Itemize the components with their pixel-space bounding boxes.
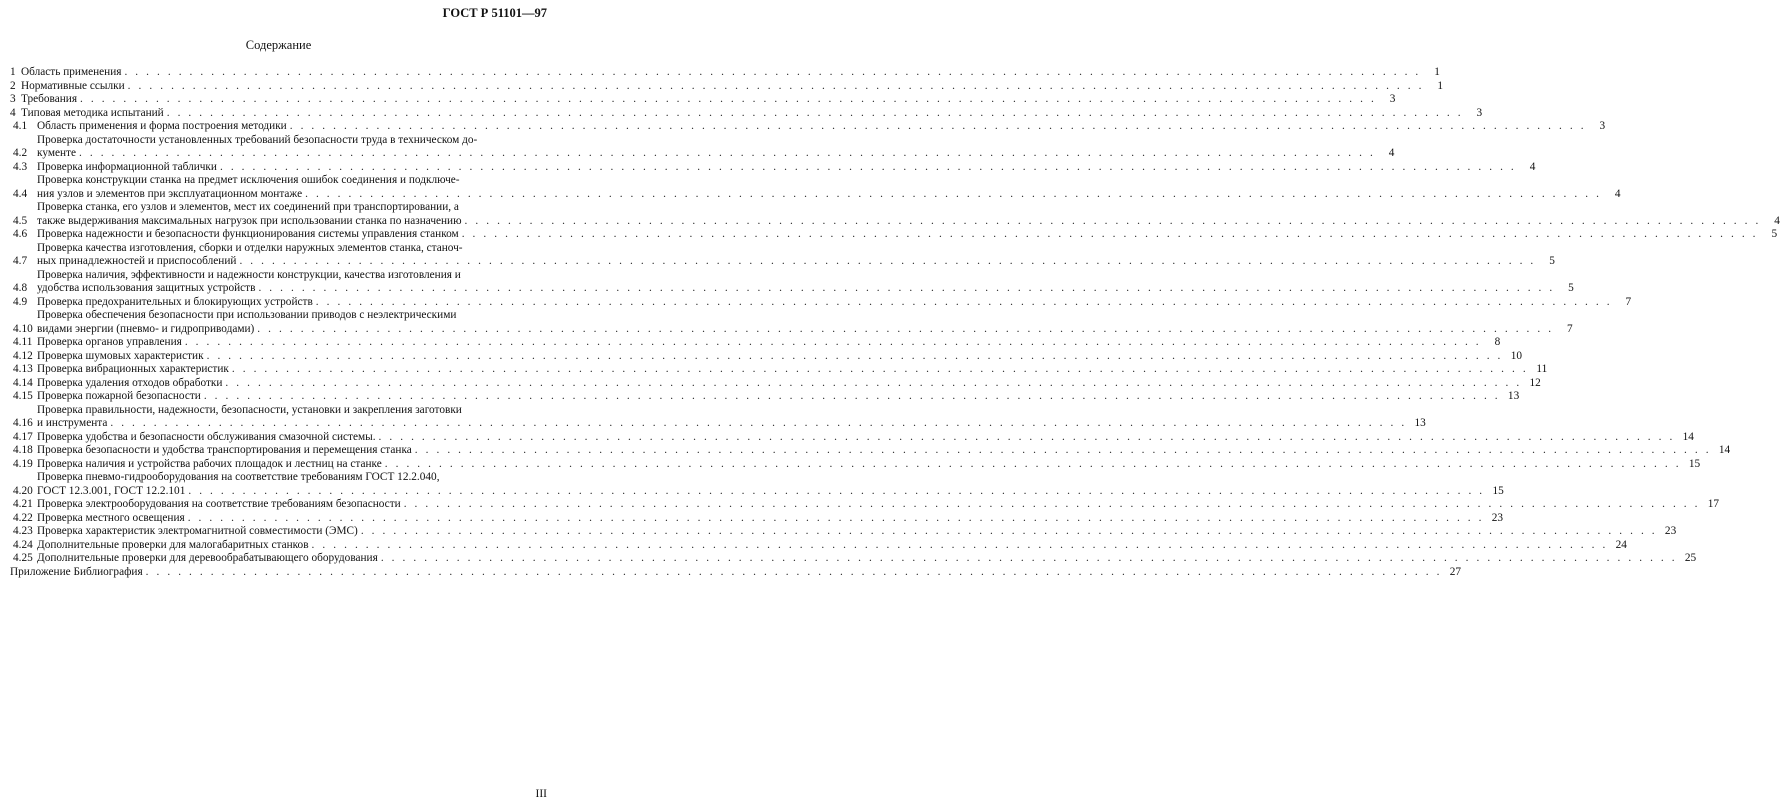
toc-entry-page: 27: [1449, 565, 1462, 578]
toc-entry-title-line: Проверка обеспечения безопасности при использовании приводов с неэлектрическими: [37, 309, 457, 321]
toc-entry-page: 14: [1718, 444, 1731, 456]
toc-entry-number: 4.18: [13, 444, 33, 456]
toc-entry-page: 5: [1771, 228, 1778, 240]
toc-entry-title-line: Проверка пневмо-гидрооборудования на соответствие требованиям ГОСТ 12.2.040,: [37, 471, 440, 483]
toc-entry-page: 12: [1529, 376, 1541, 389]
toc-entry-number: 4.7: [13, 255, 28, 267]
toc-entry-title-line: Проверка пожарной безопасности: [37, 390, 201, 402]
toc-entry-page: 5: [1568, 282, 1574, 294]
toc-entry-title-line: Проверка надежности и безопасности функционирования системы управления станком: [37, 228, 459, 240]
toc-entry[interactable]: [10, 268, 1574, 296]
toc-entry-title-line: ных принадлежностей и приспособлений: [37, 255, 237, 267]
toc-entry-title-line: Нормативные ссылки: [21, 79, 125, 92]
toc-entry-number: 4.8: [13, 282, 28, 294]
toc-entry-title-line: Проверка информационной таблички: [37, 160, 217, 173]
toc-entry-number: 4.6: [13, 228, 28, 240]
dot-leader: . . . . . . . . . . . . . . . . . . . . . . . . . . . . . . . . . . . . . . . . . . . . . . . . . . . . . . . . . . . . . . . . . . . . . . . . . . . . . . . . . . . . . . . . . . . . . . . . . . . . . . . . . . . . . . . . . . . . . . . .: [461, 228, 1759, 240]
toc-entry-title-line: Область применения: [21, 66, 122, 78]
dot-leader: . . . . . . . . . . . . . . . . . . . . . . . . . . . . . . . . . . . . . . . . . . . . . . . . . . . . . . . . . . . . . . . . . . . . . . . . . . . . . . . . . . . . . . . . . . . . . . . . . . . . . . . . . . . . . . . . . . . . . . . .: [187, 511, 1485, 524]
toc-entry-title-line: Проверка шумовых характеристик: [37, 349, 204, 362]
toc-entry-number: 4.9: [13, 295, 28, 308]
dot-leader: . . . . . . . . . . . . . . . . . . . . . . . . . . . . . . . . . . . . . . . . . . . . . . . . . . . . . . . . . . . . . . . . . . . . . . . . . . . . . . . . . . . . . . . . . . . . . . . . . . . . . . . . . . . . . . . . . . . . . . . .: [184, 336, 1482, 348]
toc-entry-title-line: Проверка удаления отходов обработки: [37, 376, 223, 389]
toc-entry-page: 3: [1599, 120, 1606, 132]
toc-entry[interactable]: [10, 201, 1780, 228]
dot-leader: . . . . . . . . . . . . . . . . . . . . . . . . . . . . . . . . . . . . . . . . . . . . . . . . . . . . . . . . . . . . . . . . . . . . . . . . . . . . . . . . . . . . . . . . . . . . . . . . . . . . . . . . . . . . . . . . . . . . . . . .: [166, 106, 1464, 119]
toc-entry-page: 23: [1491, 511, 1504, 524]
toc-entry-title-line: ГОСТ 12.3.001, ГОСТ 12.2.101: [37, 484, 186, 497]
toc-entry[interactable]: [10, 160, 1536, 175]
toc-entry-title-line: Проверка правильности, надежности, безопасности, установки и закрепления заготовки: [37, 403, 462, 416]
toc-entry[interactable]: [10, 525, 1677, 539]
toc-entry[interactable]: [10, 444, 1731, 458]
toc-entry[interactable]: [10, 565, 1462, 580]
toc-entry-title-line: Проверка достаточности установленных требований безопасности труда в техническом до-: [37, 133, 478, 146]
toc-entry-number: 4.21: [13, 498, 33, 510]
toc-entry-number: 4: [10, 106, 16, 119]
toc-entry-page: 4: [1529, 160, 1536, 173]
toc-entry-number: 4.11: [13, 336, 33, 348]
toc-entry-number: 3: [10, 93, 16, 105]
toc-entry[interactable]: [10, 498, 1720, 512]
toc-entry-number: 4.1: [13, 120, 28, 132]
toc-entry-title-line: Проверка органов управления: [37, 336, 182, 348]
toc-entry-title-line: Типовая методика испытаний: [21, 106, 164, 119]
toc-entry-page: 15: [1688, 457, 1701, 470]
dot-leader: . . . . . . . . . . . . . . . . . . . . . . . . . . . . . . . . . . . . . . . . . . . . . . . . . . . . . . . . . . . . . . . . . . . . . . . . . . . . . . . . . . . . . . . . . . . . . . . . . . . . . . . . . . . . . . . . . . . . . . . .: [80, 93, 1377, 105]
toc-entry[interactable]: [10, 336, 1501, 350]
dot-leader: . . . . . . . . . . . . . . . . . . . . . . . . . . . . . . . . . . . . . . . . . . . . . . . . . . . . . . . . . . . . . . . . . . . . . . . . . . . . . . . . . . . . . . . . . . . . . . . . . . . . . . . . . . . . . . . . . . . . . . . .: [315, 295, 1613, 308]
toc-entry-title-line: Проверка качества изготовления, сборки и отделки наружных элементов станка, станоч-: [37, 241, 463, 254]
toc-entry[interactable]: [10, 552, 1697, 566]
toc-entry-page: 13: [1414, 417, 1426, 429]
dot-leader: . . . . . . . . . . . . . . . . . . . . . . . . . . . . . . . . . . . . . . . . . . . . . . . . . . . . . . . . . . . . . . . . . . . . . . . . . . . . . . . . . . . . . . . . . . . . . . . . . . . . . . . . . . . . . . . . . . . . . . . .: [289, 120, 1587, 132]
dot-leader: . . . . . . . . . . . . . . . . . . . . . . . . . . . . . . . . . . . . . . . . . . . . . . . . . . . . . . . . . . . . . . . . . . . . . . . . . . . . . . . . . . . . . . . . . . . . . . . . . . . . . . . . . . . . . . . . . . . . . . . .: [257, 322, 1554, 335]
toc-entry-page: 23: [1664, 525, 1677, 537]
toc-entry-page: 13: [1507, 390, 1520, 402]
toc-entry-number: 4.24: [13, 538, 33, 551]
toc-entry-number: 4.25: [13, 552, 33, 564]
toc-entry[interactable]: [10, 120, 1606, 134]
toc-entry-number: 4.15: [13, 390, 33, 402]
dot-leader: . . . . . . . . . . . . . . . . . . . . . . . . . . . . . . . . . . . . . . . . . . . . . . . . . . . . . . . . . . . . . . . . . . . . . . . . . . . . . . . . . . . . . . . . . . . . . . . . . . . . . . . . . . . . . . . . . . . . . . . .: [311, 538, 1608, 551]
table-of-contents: [10, 66, 1780, 579]
dot-leader: . . . . . . . . . . . . . . . . . . . . . . . . . . . . . . . . . . . . . . . . . . . . . . . . . . . . . . . . . . . . . . . . . . . . . . . . . . . . . . . . . . . . . . . . . . . . . . . . . . . . . . . . . . . . . . . . . . . . . . . .: [203, 390, 1501, 402]
dot-leader: . . . . . . . . . . . . . . . . . . . . . . . . . . . . . . . . . . . . . . . . . . . . . . . . . . . . . . . . . . . . . . . . . . . . . . . . . . . . . . . . . . . . . . . . . . . . . . . . . . . . . . . . . . . . . . . . . . . . . . . .: [124, 66, 1421, 78]
toc-entry-title-line: Проверка предохранительных и блокирующих устройств: [37, 295, 313, 308]
toc-entry-number: 4.22: [13, 511, 33, 524]
page-title: Содержание: [245, 38, 312, 52]
dot-leader: . . . . . . . . . . . . . . . . . . . . . . . . . . . . . . . . . . . . . . . . . . . . . . . . . . . . . . . . . . . . . . . . . . . . . . . . . . . . . . . . . . . . . . . . . . . . . . . . . . . . . . . . . . . . . . . . . . . . . . . .: [384, 457, 1682, 470]
toc-entry-number: 4.3: [13, 160, 28, 173]
toc-entry[interactable]: [10, 471, 1504, 498]
toc-entry[interactable]: [10, 457, 1701, 472]
dot-leader: . . . . . . . . . . . . . . . . . . . . . . . . . . . . . . . . . . . . . . . . . . . . . . . . . . . . . . . . . . . . . . . . . . . . . . . . . . . . . . . . . . . . . . . . . . . . . . . . . . . . . . . . . . . . . . . . . . . . . . . .: [219, 160, 1517, 173]
toc-entry-title-line: Проверка удобства и безопасности обслуживания смазочной системы.: [37, 430, 376, 443]
toc-entry[interactable]: [10, 309, 1573, 336]
dot-leader: . . . . . . . . . . . . . . . . . . . . . . . . . . . . . . . . . . . . . . . . . . . . . . . . . . . . . . . . . . . . . . . . . . . . . . . . . . . . . . . . . . . . . . . . . . . . . . . . . . . . . . . . . . . . . . . . . . . . . . . .: [110, 417, 1407, 429]
dot-leader: . . . . . . . . . . . . . . . . . . . . . . . . . . . . . . . . . . . . . . . . . . . . . . . . . . . . . . . . . . . . . . . . . . . . . . . . . . . . . . . . . . . . . . . . . . . . . . . . . . . . . . . . . . . . . . . . . . . . . . . .: [378, 430, 1675, 443]
toc-entry-number: 4.16: [13, 417, 33, 429]
toc-entry-number: 4.17: [13, 430, 33, 443]
toc-entry-number: 4.20: [13, 484, 33, 497]
toc-entry-page: 3: [1389, 93, 1396, 105]
dot-leader: . . . . . . . . . . . . . . . . . . . . . . . . . . . . . . . . . . . . . . . . . . . . . . . . . . . . . . . . . . . . . . . . . . . . . . . . . . . . . . . . . . . . . . . . . . . . . . . . . . . . . . . . . . . . . . . . . . . . . . . .: [188, 484, 1485, 497]
toc-entry-title-line: Дополнительные проверки для малогабаритных станков: [37, 538, 309, 551]
dot-leader: . . . . . . . . . . . . . . . . . . . . . . . . . . . . . . . . . . . . . . . . . . . . . . . . . . . . . . . . . . . . . . . . . . . . . . . . . . . . . . . . . . . . . . . . . . . . . . . . . . . . . . . . . . . . . . . . . . . . . . . .: [127, 79, 1425, 92]
toc-entry-page: 17: [1707, 498, 1720, 510]
toc-entry-number: 4.4: [13, 187, 28, 200]
dot-leader: . . . . . . . . . . . . . . . . . . . . . . . . . . . . . . . . . . . . . . . . . . . . . . . . . . . . . . . . . . . . . . . . . . . . . . . . . . . . . . . . . . . . . . . . . . . . . . . . . . . . . . . . . . . . . . . . . . . . . . . .: [305, 187, 1602, 200]
toc-entry-title-line: видами энергии (пневмо- и гидроприводами): [37, 322, 255, 335]
toc-entry-page: 15: [1492, 484, 1504, 497]
toc-entry-page: 1: [1437, 79, 1444, 92]
toc-entry[interactable]: [10, 403, 1426, 431]
toc-entry-title-line: также выдерживания максимальных нагрузок при использовании станка по назначению: [37, 214, 462, 227]
toc-entry-title-line: Проверка вибрационных характеристик: [37, 363, 229, 375]
dot-leader: . . . . . . . . . . . . . . . . . . . . . . . . . . . . . . . . . . . . . . . . . . . . . . . . . . . . . . . . . . . . . . . . . . . . . . . . . . . . . . . . . . . . . . . . . . . . . . . . . . . . . . . . . . . . . . . . . . . . . . . .: [231, 363, 1529, 375]
toc-entry-page: 25: [1684, 552, 1697, 564]
toc-entry-title-line: Проверка конструкции станка на предмет исключения ошибок соединения и подключе-: [37, 174, 460, 186]
toc-entry[interactable]: [10, 106, 1483, 121]
toc-entry[interactable]: [10, 241, 1555, 269]
toc-entry-title-line: Приложение Библиография: [10, 565, 143, 578]
toc-entry-number: 4.5: [13, 214, 28, 227]
toc-entry-page: 14: [1682, 430, 1694, 443]
dot-leader: . . . . . . . . . . . . . . . . . . . . . . . . . . . . . . . . . . . . . . . . . . . . . . . . . . . . . . . . . . . . . . . . . . . . . . . . . . . . . . . . . . . . . . . . . . . . . . . . . . . . . . . . . . . . . . . . . . . . . . . .: [414, 444, 1712, 456]
dot-leader: . . . . . . . . . . . . . . . . . . . . . . . . . . . . . . . . . . . . . . . . . . . . . . . . . . . . . . . . . . . . . . . . . . . . . . . . . . . . . . . . . . . . . . . . . . . . . . . . . . . . . . . . . . . . . . . . . . . . . . . .: [380, 552, 1678, 564]
toc-entry-number: 4.14: [13, 376, 33, 389]
toc-entry-number: 4.2: [13, 147, 28, 159]
toc-entry-page: 8: [1494, 336, 1501, 348]
toc-entry[interactable]: [10, 363, 1548, 377]
toc-entry[interactable]: [10, 390, 1520, 404]
page-number: III: [535, 788, 547, 800]
toc-entry[interactable]: [10, 430, 1694, 445]
toc-entry-number: 4.19: [13, 457, 33, 470]
toc-entry-title-line: Проверка наличия, эффективности и надежности конструкции, качества изготовления и: [37, 268, 461, 281]
toc-entry[interactable]: [10, 538, 1627, 553]
toc-entry-number: 2: [10, 79, 16, 92]
toc-entry[interactable]: [10, 66, 1440, 80]
toc-entry[interactable]: [10, 295, 1632, 310]
toc-entry-title-line: Проверка электрооборудования на соответствие требованиям безопасности: [37, 498, 401, 510]
toc-entry-title-line: удобства использования защитных устройств: [37, 282, 256, 294]
toc-entry[interactable]: [10, 349, 1522, 364]
toc-entry[interactable]: [10, 93, 1396, 107]
toc-entry-number: 4.23: [13, 525, 33, 537]
dot-leader: . . . . . . . . . . . . . . . . . . . . . . . . . . . . . . . . . . . . . . . . . . . . . . . . . . . . . . . . . . . . . . . . . . . . . . . . . . . . . . . . . . . . . . . . . . . . . . . . . . . . . . . . . . . . . . . . . . . . . . . .: [258, 282, 1555, 294]
toc-entry-page: 7: [1625, 295, 1632, 308]
toc-entry-page: 10: [1510, 349, 1522, 362]
toc-entry-title-line: ния узлов и элементов при эксплуатационном монтаже: [37, 187, 303, 200]
toc-entry-title-line: Проверка характеристик электромагнитной совместимости (ЭМС): [37, 525, 358, 537]
toc-entry[interactable]: [10, 511, 1504, 526]
dot-leader: . . . . . . . . . . . . . . . . . . . . . . . . . . . . . . . . . . . . . . . . . . . . . . . . . . . . . . . . . . . . . . . . . . . . . . . . . . . . . . . . . . . . . . . . . . . . . . . . . . . . . . . . . . . . . . . . . . . . . . . .: [79, 147, 1376, 159]
toc-entry-number: 1: [10, 66, 16, 78]
toc-entry[interactable]: [10, 376, 1541, 391]
toc-entry-page: 3: [1476, 106, 1483, 119]
dot-leader: . . . . . . . . . . . . . . . . . . . . . . . . . . . . . . . . . . . . . . . . . . . . . . . . . . . . . . . . . . . . . . . . . . . . . . . . . . . . . . . . . . . . . . . . . . . . . . . . . . . . . . . . . . . . . . . . . . . . . . . .: [360, 525, 1658, 537]
toc-entry-title-line: Дополнительные проверки для деревообрабатывающего оборудования: [37, 552, 378, 564]
toc-entry-page: 7: [1567, 322, 1573, 335]
toc-entry[interactable]: [10, 174, 1621, 201]
dot-leader: . . . . . . . . . . . . . . . . . . . . . . . . . . . . . . . . . . . . . . . . . . . . . . . . . . . . . . . . . . . . . . . . . . . . . . . . . . . . . . . . . . . . . . . . . . . . . . . . . . . . . . . . . . . . . . . . . . . . . . . .: [239, 255, 1536, 267]
toc-entry-page: 4: [1774, 214, 1780, 227]
toc-entry-number: 4.12: [13, 349, 33, 362]
toc-entry-title-line: Требования: [21, 93, 78, 105]
toc-entry-page: 5: [1549, 255, 1555, 267]
toc-entry-page: 24: [1615, 538, 1627, 551]
toc-entry-title-line: кументе: [37, 147, 76, 159]
dot-leader: . . . . . . . . . . . . . . . . . . . . . . . . . . . . . . . . . . . . . . . . . . . . . . . . . . . . . . . . . . . . . . . . . . . . . . . . . . . . . . . . . . . . . . . . . . . . . . . . . . . . . . . . . . . . . . . . . . . . . . . .: [145, 565, 1443, 578]
toc-entry-page: 4: [1614, 187, 1621, 200]
toc-entry[interactable]: [10, 228, 1778, 242]
toc-entry-page: 1: [1434, 66, 1440, 78]
toc-entry-page: 4: [1388, 147, 1395, 159]
toc-entry-title-line: и инструмента: [37, 417, 108, 429]
toc-entry[interactable]: [10, 133, 1395, 161]
toc-entry-title-line: Проверка наличия и устройства рабочих площадок и лестниц на станке: [37, 457, 382, 470]
toc-entry-number: 4.10: [13, 322, 33, 335]
toc-entry[interactable]: [10, 79, 1444, 94]
toc-entry-page: 11: [1536, 363, 1548, 375]
toc-entry-title-line: Проверка безопасности и удобства транспортирования и перемещения станка: [37, 444, 412, 456]
toc-entry-title-line: Область применения и форма построения методики: [37, 120, 287, 132]
dot-leader: . . . . . . . . . . . . . . . . . . . . . . . . . . . . . . . . . . . . . . . . . . . . . . . . . . . . . . . . . . . . . . . . . . . . . . . . . . . . . . . . . . . . . . . . . . . . . . . . . . . . . . . . . . . . . . . . . . . . . . . .: [464, 214, 1761, 227]
dot-leader: . . . . . . . . . . . . . . . . . . . . . . . . . . . . . . . . . . . . . . . . . . . . . . . . . . . . . . . . . . . . . . . . . . . . . . . . . . . . . . . . . . . . . . . . . . . . . . . . . . . . . . . . . . . . . . . . . . . . . . . .: [225, 376, 1522, 389]
toc-entry-number: 4.13: [13, 363, 33, 375]
toc-entry-title-line: Проверка станка, его узлов и элементов, мест их соединений при транспортировании, а: [37, 201, 459, 213]
dot-leader: . . . . . . . . . . . . . . . . . . . . . . . . . . . . . . . . . . . . . . . . . . . . . . . . . . . . . . . . . . . . . . . . . . . . . . . . . . . . . . . . . . . . . . . . . . . . . . . . . . . . . . . . . . . . . . . . . . . . . . . .: [403, 498, 1701, 510]
dot-leader: . . . . . . . . . . . . . . . . . . . . . . . . . . . . . . . . . . . . . . . . . . . . . . . . . . . . . . . . . . . . . . . . . . . . . . . . . . . . . . . . . . . . . . . . . . . . . . . . . . . . . . . . . . . . . . . . . . . . . . . .: [206, 349, 1503, 362]
document-header-standard: ГОСТ Р 51101—97: [442, 6, 547, 20]
toc-entry-title-line: Проверка местного освещения: [37, 511, 185, 524]
